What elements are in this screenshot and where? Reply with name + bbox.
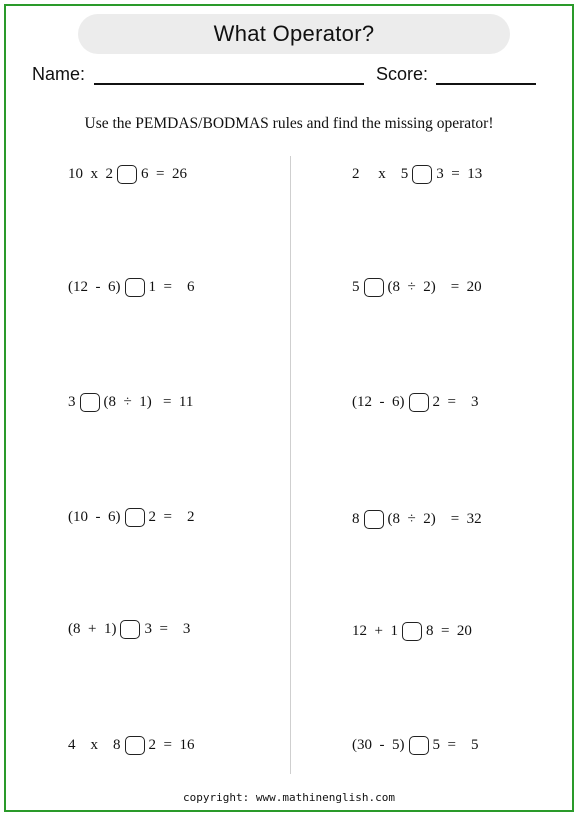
column-divider xyxy=(290,156,291,774)
expression-left: (30 - 5) xyxy=(352,736,405,753)
expression-right: 3 = 13 xyxy=(436,165,483,182)
problem-right-2 xyxy=(352,275,482,299)
answer-box[interactable] xyxy=(409,393,429,412)
problem-right-3 xyxy=(352,390,478,414)
expression-right: 5 = 5 xyxy=(432,736,479,753)
problem-right-6 xyxy=(352,733,478,757)
expression-right: 2 = 3 xyxy=(432,393,479,410)
expression-left: (10 - 6) xyxy=(68,508,121,525)
answer-box[interactable] xyxy=(364,278,384,297)
problem-left-3 xyxy=(68,390,193,414)
expression-left: 8 xyxy=(352,510,360,527)
answer-box[interactable] xyxy=(120,620,140,639)
expression-left: 3 xyxy=(68,393,76,410)
expression-right: 6 = 26 xyxy=(141,165,187,182)
problem-right-5 xyxy=(352,619,472,643)
expression-left: (12 - 6) xyxy=(68,278,121,295)
expression-right: 3 = 3 xyxy=(144,620,191,637)
problem-left-4 xyxy=(68,505,194,529)
problem-left-5 xyxy=(68,617,190,641)
expression-left: (12 - 6) xyxy=(352,393,405,410)
score-field[interactable] xyxy=(436,83,536,85)
page-title: What Operator? xyxy=(78,14,510,54)
problem-left-6 xyxy=(68,733,194,757)
expression-left: 2 x 5 xyxy=(352,165,409,182)
expression-right: 2 = 16 xyxy=(148,736,195,753)
answer-box[interactable] xyxy=(125,278,145,297)
copyright-text: copyright: www.mathinenglish.com xyxy=(183,791,395,804)
expression-right: (8 ÷ 2) = 32 xyxy=(387,510,482,527)
expression-right: (8 ÷ 1) = 11 xyxy=(103,393,194,410)
expression-left: (8 + 1) xyxy=(68,620,117,637)
expression-left: 4 x 8 xyxy=(68,736,121,753)
expression-left: 5 xyxy=(352,278,360,295)
answer-box[interactable] xyxy=(80,393,100,412)
name-label: Name: xyxy=(32,64,86,84)
answer-box[interactable] xyxy=(125,736,145,755)
problem-right-4 xyxy=(352,507,482,531)
expression-right: 2 = 2 xyxy=(148,508,195,525)
expression-right: 1 = 6 xyxy=(148,278,195,295)
problem-right-1 xyxy=(352,162,482,186)
instructions: Use the PEMDAS/BODMAS rules and find the missing operator! xyxy=(84,115,494,132)
answer-box[interactable] xyxy=(412,165,432,184)
score-label: Score: xyxy=(376,64,429,84)
answer-box[interactable] xyxy=(402,622,422,641)
answer-box[interactable] xyxy=(364,510,384,529)
expression-left: 10 x 2 xyxy=(68,165,113,182)
answer-box[interactable] xyxy=(409,736,429,755)
expression-right: 8 = 20 xyxy=(425,622,472,639)
name-field[interactable] xyxy=(94,83,364,85)
problem-left-2 xyxy=(68,275,194,299)
expression-left: 12 + 1 xyxy=(352,622,398,639)
problem-left-1 xyxy=(68,162,187,186)
worksheet-page xyxy=(4,4,574,812)
expression-right: (8 ÷ 2) = 20 xyxy=(387,278,482,295)
answer-box[interactable] xyxy=(125,508,145,527)
answer-box[interactable] xyxy=(117,165,137,184)
